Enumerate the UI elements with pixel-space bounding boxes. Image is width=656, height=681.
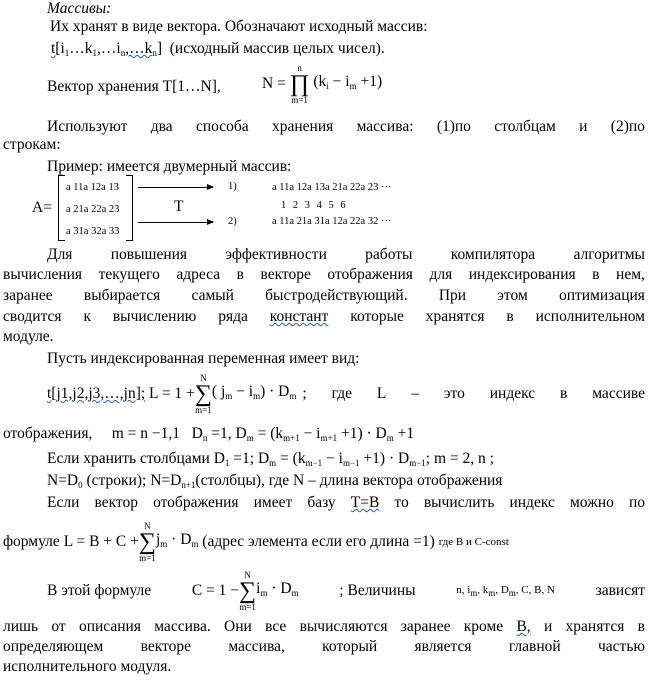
word: T=B [350, 494, 380, 511]
word: L [376, 385, 387, 402]
word: (1)по [436, 118, 471, 135]
optimization-line-3 [3, 287, 645, 305]
word: лишь [3, 618, 39, 635]
word: массива. [154, 618, 211, 635]
word: хранятся [425, 308, 485, 325]
word: выбирается [83, 287, 161, 304]
word: для [429, 266, 453, 283]
closing-line-1 [3, 618, 645, 636]
display-index-line: отображения, m = n −1,1 $D_n =1$, $D_m = (k_{m+1} - i_{m+1} +1) \cdot D_m +1$ [3, 425, 415, 443]
example-line: Пример: имеется двумерный массив: [47, 158, 292, 175]
word: вычисления [3, 266, 83, 283]
arrow-label-1: 1) [228, 181, 237, 192]
word: отображения [327, 266, 413, 283]
storage-size-formula: N = n ∏ m=1 $(k_i - i_m +1)$ [262, 63, 383, 105]
matrix-label: A= [32, 199, 52, 216]
word: базу [307, 494, 336, 511]
word: вектор [94, 494, 138, 511]
word: к [83, 308, 91, 325]
word: который [322, 638, 378, 655]
constant-formula-line: В этой формуле C = 1 − N ∑ m=1 $i_m \cdot D_m$ ; Величины n, $i_m$, $k_m$, $D_m$, C, B, N зависят [47, 570, 645, 612]
word: имеет [253, 494, 293, 511]
base-address-line [47, 494, 645, 512]
word: массива: [356, 118, 414, 135]
word: компилятора [450, 246, 536, 263]
word: определяющем [3, 638, 104, 655]
storage-row-2: a 11a 21a 31a 12a 22a 32 ··· [272, 216, 392, 227]
product-operator: n ∏ m=1 [289, 63, 310, 105]
word: хранения [271, 118, 334, 135]
word: работы [365, 246, 413, 263]
matrix-row: a 11a 12a 13 [66, 182, 119, 193]
word: оптимизация [558, 287, 645, 304]
sum-operator: N ∑ m=1 [194, 373, 212, 415]
word: по [628, 494, 645, 511]
word: заранее [3, 287, 53, 304]
word: повышения [110, 246, 188, 263]
column-storage-line: Если хранить столбцами $D_1 =1$; $D_m = (k_{m-1} - i_{m-1} +1) \cdot D_{m-1}$; m = 2, n ; [47, 450, 494, 468]
word: заранее [400, 618, 451, 635]
storage-index-row: 1 2 3 4 5 6 [281, 200, 346, 211]
intro-paragraph: Их хранят в виде вектора. Обозначают исходный массив: [50, 18, 428, 35]
word: является [414, 638, 472, 655]
word: можно [569, 494, 614, 511]
word: Они [224, 618, 252, 635]
word: в [637, 618, 645, 635]
word: частью [597, 638, 645, 655]
arrow-row-storage [138, 222, 213, 223]
word: исполнительном [535, 308, 645, 325]
word: При [438, 287, 467, 304]
word: главной [508, 638, 561, 655]
word: этом [497, 287, 528, 304]
storage-methods-line-2: строкам: [3, 136, 61, 153]
optimization-line-4 [3, 308, 645, 326]
word: B, [516, 618, 531, 635]
word: два [150, 118, 173, 135]
sum-operator: N ∑ m=1 [138, 521, 156, 563]
closing-line-2 [3, 638, 645, 656]
matrix-bracket-left [58, 175, 65, 241]
word: это [443, 385, 465, 402]
matrix-bracket-right [126, 175, 133, 241]
storage-methods-line-1 [47, 118, 645, 136]
storage-row-1: a 11a 12a 13a 21a 22a 23 ··· [272, 182, 392, 193]
word: которые [350, 308, 404, 325]
word: все [265, 618, 287, 635]
word: текущего [98, 266, 160, 283]
arrow-column-storage [138, 187, 213, 188]
word: в [560, 385, 568, 402]
word: в [592, 266, 600, 283]
word: массиве [592, 385, 645, 402]
optimization-line-1 [47, 246, 645, 264]
word: индекс [509, 494, 555, 511]
word: Для [47, 246, 73, 263]
word: алгоритмы [573, 246, 645, 263]
word: ; [302, 385, 307, 402]
word: столбцам [494, 118, 556, 135]
optimization-line-2 [3, 266, 645, 284]
word: эффективности [225, 246, 327, 263]
word: хранятся [565, 618, 625, 635]
indexed-variable-intro: Пусть индексированная переменная имеет вид: [47, 350, 360, 367]
section-title: Массивы: [47, 0, 112, 17]
matrix-row: a 21a 22a 23 [66, 204, 120, 215]
word: то [394, 494, 409, 511]
matrix-row: a 31a 32a 33 [66, 226, 120, 237]
word: ряда [218, 308, 248, 325]
word: индекс [489, 385, 536, 402]
transform-label: T [174, 198, 184, 215]
word: в [506, 308, 514, 325]
word: быстродействующий. [265, 287, 408, 304]
word: способа [195, 118, 249, 135]
word: отображения [153, 494, 239, 511]
word: адреса [176, 266, 221, 283]
word: вычислить [423, 494, 495, 511]
optimization-line-5: модуле. [3, 328, 54, 345]
word: самый [191, 287, 234, 304]
word: где [331, 385, 352, 402]
word: кроме [463, 618, 504, 635]
word: вычисляются [299, 618, 388, 635]
word: от [51, 618, 66, 635]
word: и [543, 618, 553, 635]
sum-operator: N ∑ m=1 [239, 570, 257, 612]
word: индексирования [468, 266, 576, 283]
word: и [579, 118, 588, 135]
source-array-notation: $t[i_1\dots k_1,\dots i_n,\dots k_n]$ (исходный массив целых чисел). [51, 40, 385, 58]
storage-vector-line: Вектор хранения T[1…N], [47, 78, 221, 95]
word: векторе [140, 638, 192, 655]
word: векторе [260, 266, 311, 283]
word: в [236, 266, 244, 283]
word: (2)по [610, 118, 645, 135]
word: – [411, 385, 419, 402]
closing-line-3: исполнительного модуля. [3, 658, 172, 675]
address-formula-line: формуле L = B + C + N ∑ m=1 $j_m \cdot D_m$ (адрес элемента если его длина =1) где B и C-const [3, 521, 509, 563]
word: массива, [228, 638, 285, 655]
word: Если [47, 494, 80, 511]
word: описания [78, 618, 141, 635]
word: сводится [3, 308, 62, 325]
word: вычислению [112, 308, 197, 325]
vector-length-line: $N=D_0$ (строки); $N=D_{n+1}(столбцы)$, где N – длина вектора отображения [47, 472, 503, 490]
word: нем, [616, 266, 645, 283]
word: констант [269, 308, 329, 325]
arrow-label-2: 2) [228, 216, 237, 227]
index-formula-line: t[j1,j2,j3,…,jn]; L = 1 + N ∑ m=1 ( $j_m - i_m) \cdot D_m$ ; где L – это индекс в массиве [47, 373, 645, 415]
word: Используют [47, 118, 128, 135]
